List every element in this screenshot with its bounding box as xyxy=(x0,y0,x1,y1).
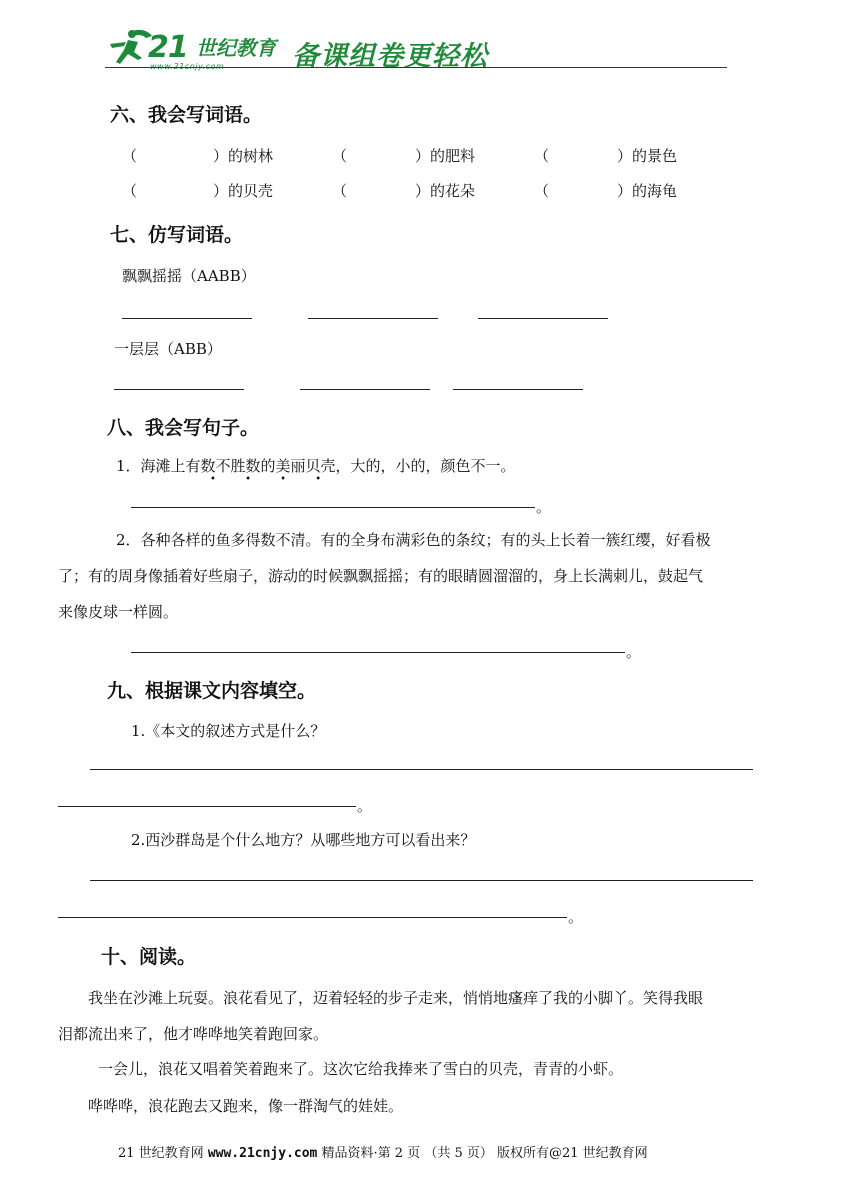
word-item: ）的花朵 xyxy=(415,182,476,200)
pattern-aabb: 飘飘摇摇（AABB） xyxy=(122,267,256,285)
brand-name: 世纪教育 xyxy=(196,36,276,60)
sentence-question-2-cont: 来像皮球一样圆。 xyxy=(58,603,179,621)
pattern-abb: 一层层（ABB） xyxy=(114,340,222,358)
brand-url: www.21cnjy.com xyxy=(150,62,225,71)
section-8-title: 八、我会写句子。 xyxy=(107,417,260,439)
reading-paragraph: 一会儿，浪花又唱着笑着跑来了。这次它给我捧来了雪白的贝壳，青青的小虾。 xyxy=(98,1060,624,1078)
section-9-title: 九、根据课文内容填空。 xyxy=(107,680,317,702)
word-item: ）的树林 xyxy=(213,147,274,165)
answer-line[interactable] xyxy=(131,652,625,653)
word-blank-open: （ xyxy=(534,147,550,165)
section-7-title: 七、仿写词语。 xyxy=(110,224,244,246)
word-blank-open: （ xyxy=(122,147,138,165)
answer-line[interactable] xyxy=(478,318,608,319)
section-10-title: 十、阅读。 xyxy=(101,946,197,968)
brand-number: 21 xyxy=(148,30,188,65)
reading-paragraph: 我坐在沙滩上玩耍。浪花看见了，迈着轻轻的步子走来，悄悄地瘙痒了我的小脚丫。笑得我眼 xyxy=(88,989,704,1007)
word-item: ）的贝壳 xyxy=(213,182,274,200)
word-item: ）的景色 xyxy=(617,147,678,165)
answer-line[interactable] xyxy=(131,507,535,508)
answer-line[interactable] xyxy=(308,318,438,319)
footer-site-link[interactable]: www.21cnjy.com xyxy=(207,1146,318,1161)
answer-line[interactable] xyxy=(90,769,753,770)
footer-suffix: 精品资料·第 2 页 （共 5 页） 版权所有@21 世纪教育网 xyxy=(317,1146,648,1161)
word-item: ）的海龟 xyxy=(617,182,678,200)
word-blank-open: （ xyxy=(122,182,138,200)
answer-line[interactable] xyxy=(90,880,753,881)
word-blank-open: （ xyxy=(332,147,348,165)
fill-question-2: 2.西沙群岛是个什么地方？从哪些地方可以看出来？ xyxy=(131,831,476,849)
header-divider xyxy=(105,67,727,68)
footer-prefix: 21 世纪教育网 xyxy=(118,1146,208,1161)
answer-line[interactable] xyxy=(58,806,356,807)
answer-line[interactable] xyxy=(453,389,583,390)
answer-line[interactable] xyxy=(300,389,430,390)
section-6-title: 六、我会写词语。 xyxy=(110,104,263,126)
word-blank-open: （ xyxy=(534,182,550,200)
sentence-end-mark: 。 xyxy=(626,643,642,661)
sentence-end-mark: 。 xyxy=(568,908,584,926)
emphasis-dots: • • • • xyxy=(210,474,335,485)
sentence-question-1: 1．海滩上有数不胜数的美丽贝壳，大的，小的，颜色不一。 xyxy=(116,457,516,475)
sentence-end-mark: 。 xyxy=(536,498,552,516)
sentence-end-mark: 。 xyxy=(357,797,373,815)
word-blank-open: （ xyxy=(332,182,348,200)
answer-line[interactable] xyxy=(114,389,244,390)
sentence-question-2-cont: 了；有的周身像插着好些扇子，游动的时候飘飘摇摇；有的眼睛圆溜溜的，身上长满刺儿，鼓起气 xyxy=(58,567,704,585)
answer-line[interactable] xyxy=(122,318,252,319)
fill-question-1: 1.《本文的叙述方式是什么？ xyxy=(131,722,326,740)
page-footer xyxy=(118,1142,648,1161)
reading-paragraph: 哗哗哗，浪花跑去又跑来，像一群淘气的娃娃。 xyxy=(88,1097,404,1115)
sentence-question-2: 2．各种各样的鱼多得数不清。有的全身布满彩色的条纹；有的头上长着一簇红缨，好看极 xyxy=(116,531,711,549)
reading-paragraph-cont: 泪都流出来了，他才哗哗地笑着跑回家。 xyxy=(58,1025,329,1043)
answer-line[interactable] xyxy=(58,917,567,918)
word-item: ）的肥料 xyxy=(415,147,476,165)
header-slogan: 备课组卷更轻松 xyxy=(292,41,488,72)
